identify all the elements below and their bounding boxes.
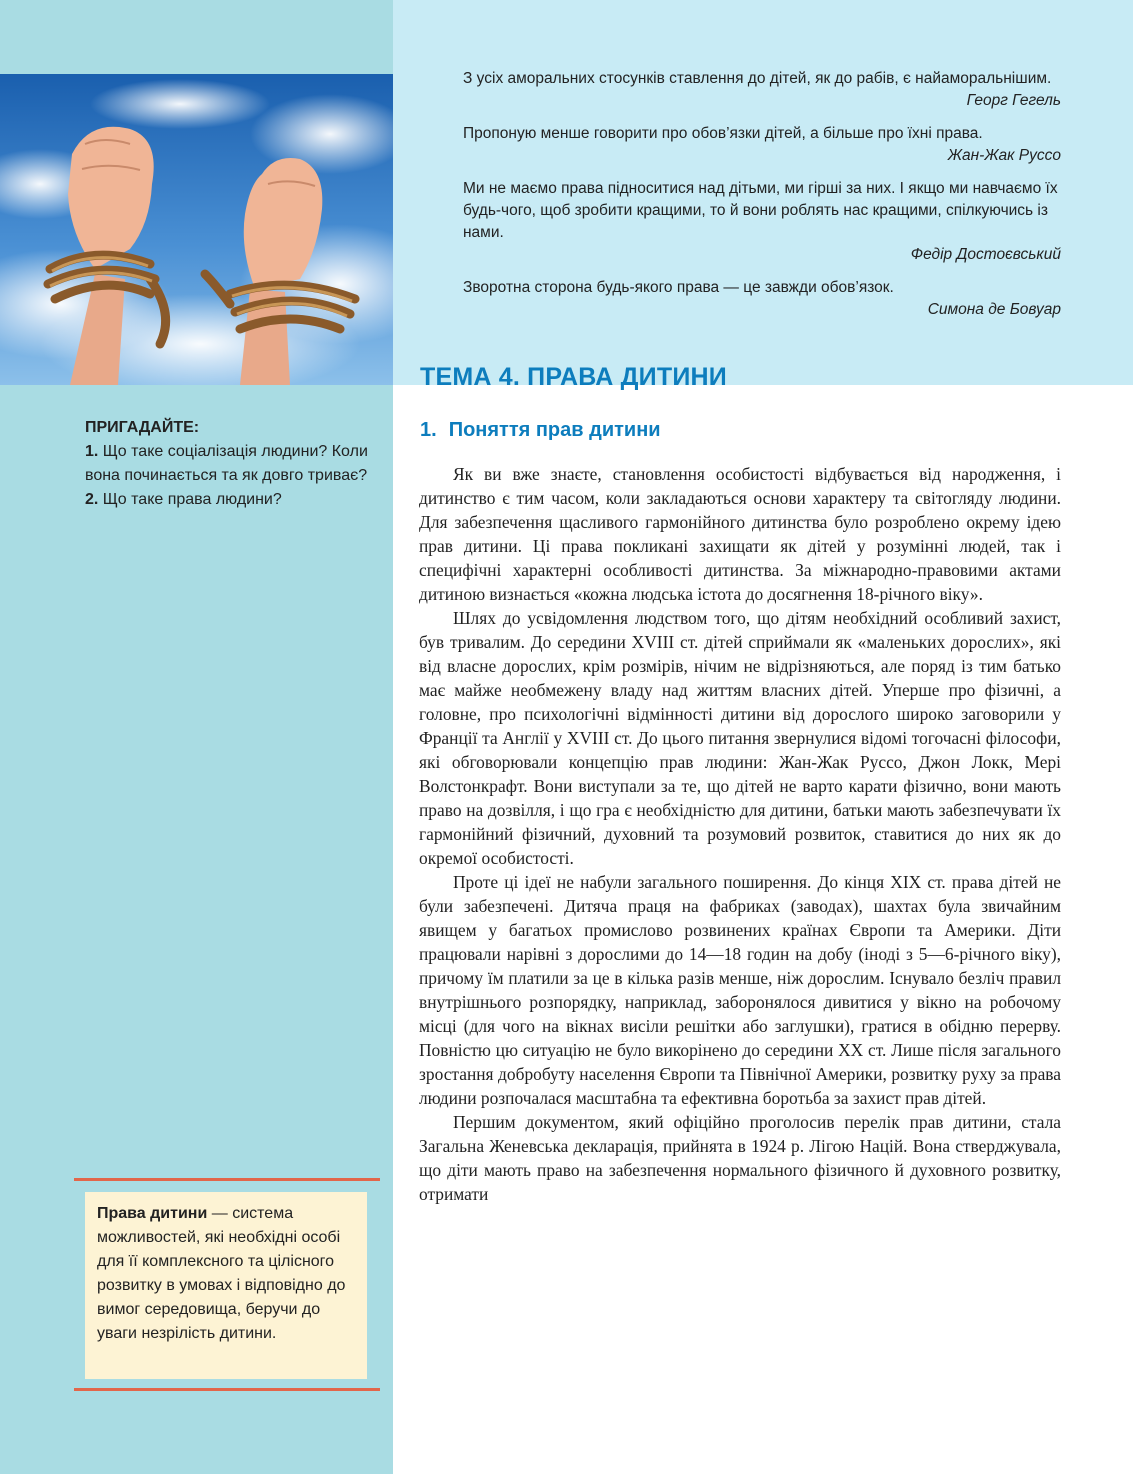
topic-title: ТЕМА 4. ПРАВА ДИТИНИ bbox=[420, 363, 727, 391]
epigraph-quotes bbox=[463, 68, 1061, 332]
recall-box bbox=[85, 416, 375, 512]
recall-question-number: 1. bbox=[85, 443, 99, 460]
recall-question-number: 2. bbox=[85, 491, 99, 508]
recall-question-text: Що таке права людини? bbox=[102, 491, 282, 508]
quote bbox=[463, 277, 1061, 321]
quote bbox=[463, 178, 1061, 266]
body-paragraph: Як ви вже знаєте, становлення особистості відбувається від народження, і дитинство є тим часом, коли закладаються основи характеру та світогляду людини. Для забезпечення щасливого гармонійного дитинства було розроблено окрему ідею прав дитини. Ці права покликані захищати як дітей у розумінні людей, так і специфічні характерні особливості дитинства. За міжнародно-правовими актами дитиною визнається «кожна людська істота до досягнення 18-річного віку». bbox=[419, 464, 1061, 604]
body-paragraph: Шлях до усвідомлення людством того, що дітям необхідний особливий захист, був тривалим. До середини XVIII ст. дітей сприймали як «маленьких дорослих», які від власне дорослих, крім розмірів, нічим не відрізняються, але поряд із тим батько має майже необмежену владу над життям власних дітей. Уперше про фізичні, а головне, про психологічні відмінності дитини від дорослого широко заговорили у Франції та Англії у XVIII ст. До цього питання звернулися відомі тогочасні філософи, які обговорювали концепцію прав людини: Жан-Жак Руссо, Джон Локк, Мері Волстонкрафт. Вони виступали за те, що дітей не варто карати фізично, вони мають право на дозвілля, і що гра є необхідністю для дитини, батьки мають забезпечувати їх гармонійний фізичний, духовний та розумовий розвиток, ставитися до них як до окремої особистості. bbox=[419, 608, 1061, 868]
section-title-text: Поняття прав дитини bbox=[448, 419, 661, 441]
quote bbox=[463, 123, 1061, 167]
recall-question-text: Що таке соціалізація людини? Коли вона починається та як довго триває? bbox=[85, 443, 368, 484]
quote-text: Ми не маємо права підноситися над дітьми, ми гірші за них. І якщо ми навчаємо їх будь-чого, щоб зробити кращими, то й вони роблять нас кращими, спілкуючись із нами. bbox=[463, 180, 1058, 241]
quote-author: Жан-Жак Руссо bbox=[947, 147, 1061, 164]
section-number: 1. bbox=[420, 419, 437, 441]
bound-hands-photo bbox=[0, 74, 393, 385]
quote-author: Федір Достоєвський bbox=[910, 246, 1061, 263]
body-text bbox=[419, 462, 1061, 1206]
definition-text: — система можливостей, які необхідні особі для її комплексного та цілісного розвитку в умовах і відповідно до вимог середовища, беручи до уваги незрілість дитини. bbox=[97, 1205, 346, 1342]
section-title bbox=[420, 416, 1120, 444]
recall-question bbox=[85, 488, 375, 512]
quote-text: Пропоную менше говорити про обов’язки дітей, а більше про їхні права. bbox=[463, 125, 983, 142]
quote bbox=[463, 68, 1061, 112]
definition-box bbox=[85, 1192, 367, 1379]
body-paragraph: Проте ці ідеї не набули загального поширення. До кінця XIX ст. права дітей не були забезпечені. Дитяча праця на фабриках (заводах), шахтах була звичайним явищем у багатьох промислово розвинених країнах Європи та Америки. Діти працювали нарівні з дорослими до 14—18 годин на добу (іноді з 5—6-річного віку), причому їм платили за це в кілька разів менше, ніж дорослим. Існувало безліч правил внутрішнього розпорядку, наприклад, заборонялося дивитися у вікно на робочому місці (для чого на вікнах висіли решітки або заглушки), гратися в обідню перерву. Повністю цю ситуацію не було викорінено до середини XX ст. Лише після загального зростання добробуту населення Європи та Північної Америки, розвитку руху за права людини розпочалася масштабна та ефективна боротьба за захист прав дітей. bbox=[419, 872, 1061, 1108]
quote-text: З усіх аморальних стосунків ставлення до дітей, як до рабів, є найаморальнішим. bbox=[463, 70, 1052, 87]
definition-term: Права дитини bbox=[97, 1205, 208, 1222]
quote-author: Георг Гегель bbox=[966, 92, 1061, 109]
quote-author: Симона де Бовуар bbox=[927, 301, 1061, 318]
definition-top-divider bbox=[74, 1178, 380, 1181]
body-paragraph: Першим документом, який офіційно проголосив перелік прав дитини, стала Загальна Женевська декларація, прийнята в 1924 р. Лігою Націй. Вона стверджувала, що діти мають право на забезпечення нормального фізичного й духовного розвитку, отримати bbox=[419, 1112, 1061, 1204]
definition-bottom-divider bbox=[74, 1388, 380, 1391]
quote-text: Зворотна сторона будь-якого права — це завжди обов’язок. bbox=[463, 279, 894, 296]
recall-heading: ПРИГАДАЙТЕ: bbox=[85, 419, 200, 436]
recall-question bbox=[85, 440, 375, 488]
